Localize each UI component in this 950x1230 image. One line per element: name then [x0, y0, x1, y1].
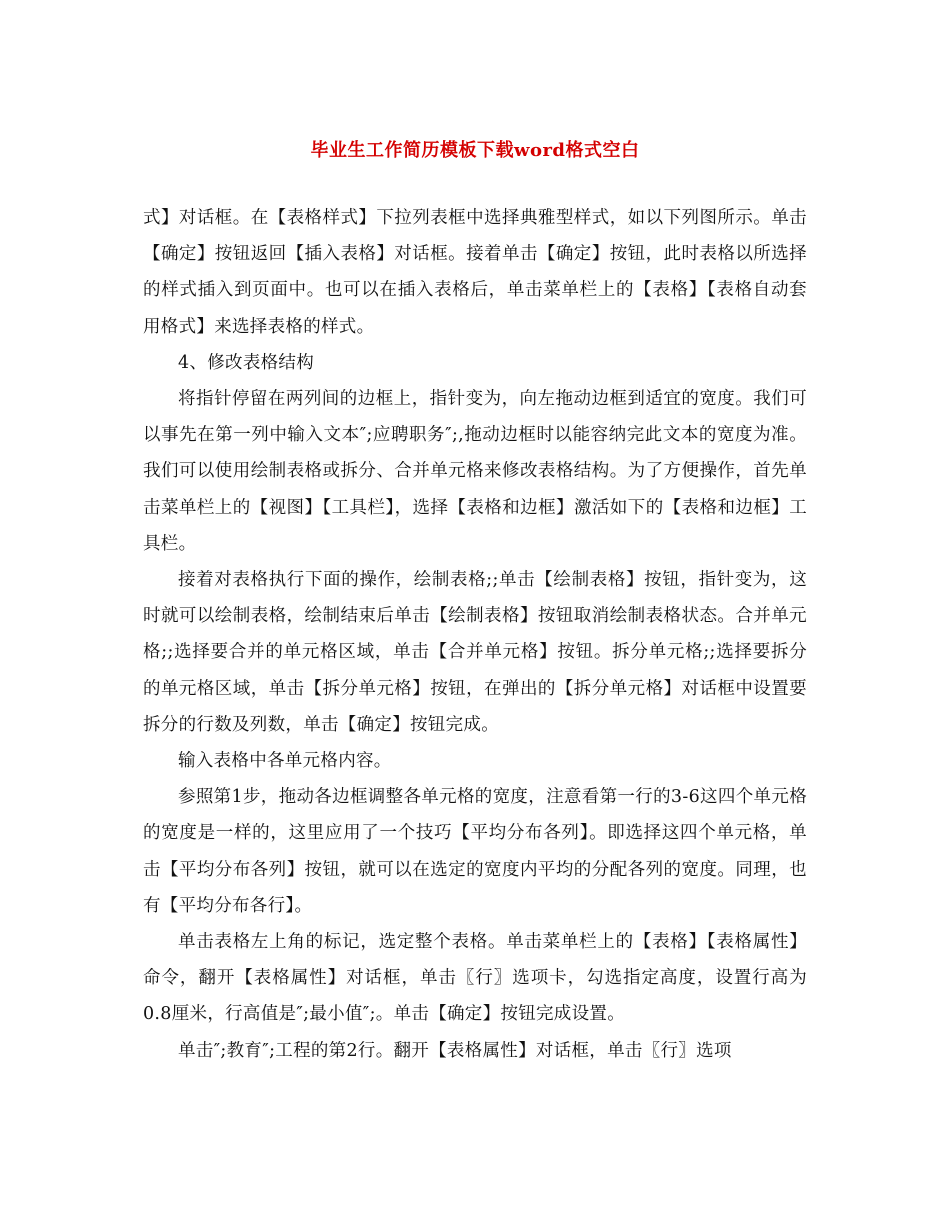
paragraph: 单击表格左上角的标记，选定整个表格。单击菜单栏上的【表格】【表格属性】命令，翻开【表格属性】对话框，单击〖行〗选项卡，勾选指定高度，设置行高为0.8厘米，行高值是″;最小值″;。单击【确定】按钮完成设置。	[143, 932, 807, 1025]
document-body	[143, 200, 807, 1069]
paragraph: 输入表格中各单元格内容。	[178, 751, 392, 772]
paragraph: 参照第1步，拖动各边框调整各单元格的宽度，注意看第一行的3-6这四个单元格的宽度是一样的，这里应用了一个技巧【平均分布各列】。即选择这四个单元格，单击【平均分布各列】按钮，就可以在选定的宽度内平均的分配各列的宽度。同理，也有【平均分布各行】。	[143, 787, 807, 916]
section-heading: 4、修改表格结构	[178, 352, 315, 373]
paragraph: 单击″;教育″;工程的第2行。翻开【表格属性】对话框，单击〖行〗选项	[178, 1040, 732, 1061]
paragraph: 式】对话框。在【表格样式】下拉列表框中选择典雅型样式，如以下列图所示。单击【确定】按钮返回【插入表格】对话框。接着单击【确定】按钮，此时表格以所选择的样式插入到页面中。也可以在插入表格后，单击菜单栏上的【表格】【表格自动套用格式】来选择表格的样式。	[143, 208, 807, 337]
document-title: 毕业生工作简历模板下载word格式空白	[310, 140, 640, 161]
paragraph: 接着对表格执行下面的操作，绘制表格;;单击【绘制表格】按钮，指针变为，这时就可以绘制表格，绘制结束后单击【绘制表格】按钮取消绘制表格状态。合并单元格;;选择要合并的单元格区域，单击【合并单元格】按钮。拆分单元格;;选择要拆分的单元格区域，单击【拆分单元格】按钮，在弹出的【拆分单元格】对话框中设置要拆分的行数及列数，单击【确定】按钮完成。	[143, 570, 807, 735]
paragraph: 将指针停留在两列间的边框上，指针变为，向左拖动边框到适宜的宽度。我们可以事先在第一列中输入文本″;应聘职务″;,拖动边框时以能容纳完此文本的宽度为准。我们可以使用绘制表格或拆分、合并单元格来修改表格结构。为了方便操作，首先单击菜单栏上的【视图】【工具栏】，选择【表格和边框】激活如下的【表格和边框】工具栏。	[143, 389, 807, 554]
